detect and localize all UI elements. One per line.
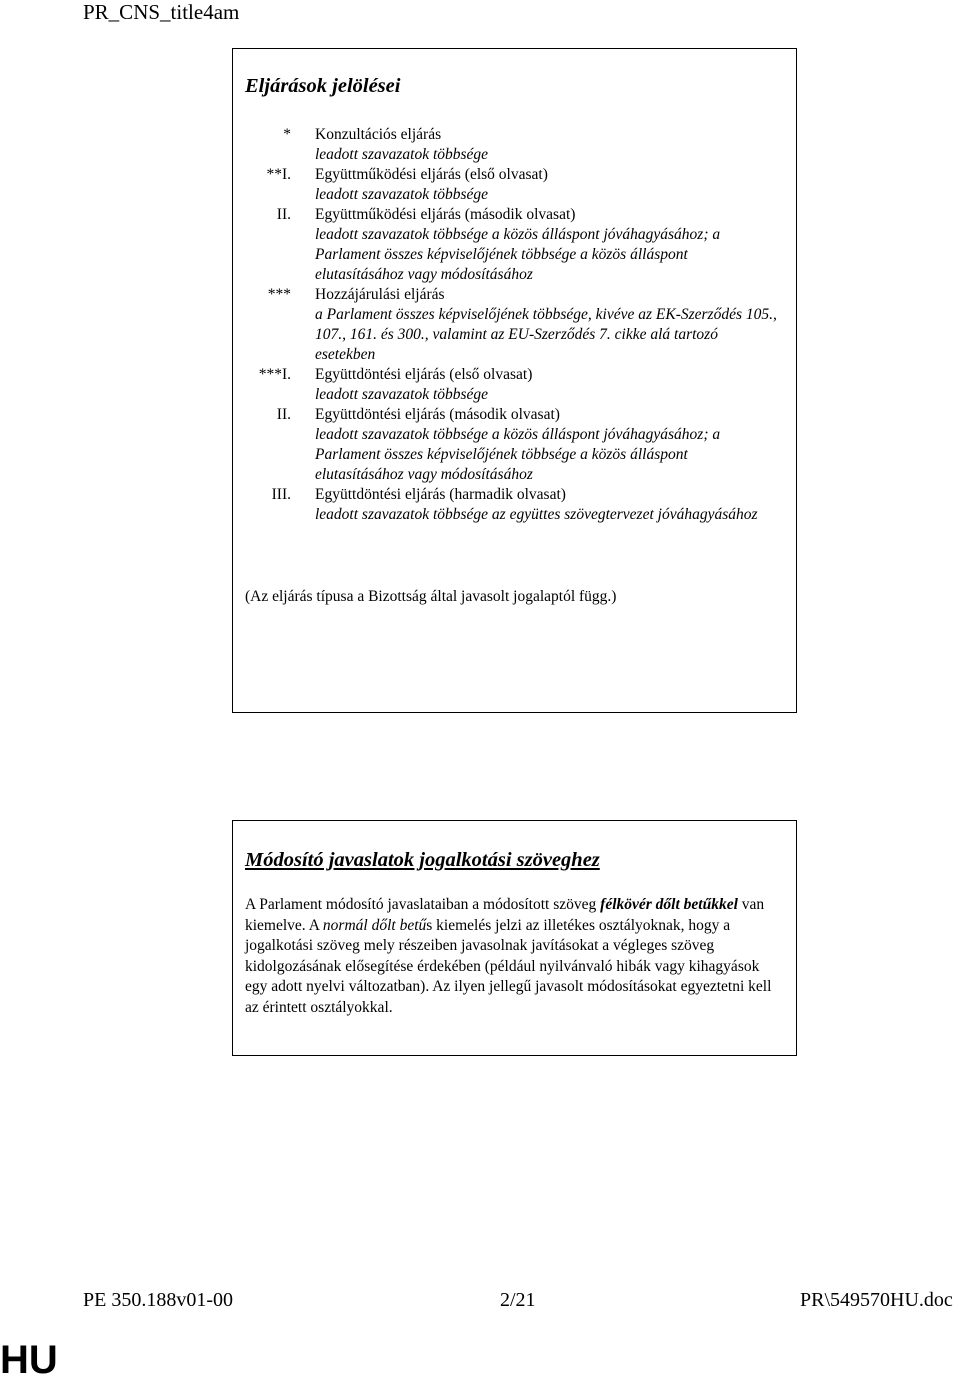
procedure-name: Együttműködési eljárás (második olvasat) bbox=[315, 206, 576, 223]
procedure-majority-rule: a Parlament összes képviselőjének többsége, kivéve az EK-Szerződés 105., 107., 161. és 300., valamint az EU-Szerződés 7. cikke alá tartozó esetekben bbox=[315, 306, 777, 363]
procedure-marker: ***I. bbox=[258, 366, 291, 383]
procedure-entry bbox=[233, 285, 796, 365]
procedure-marker: III. bbox=[271, 486, 291, 503]
procedure-entry bbox=[233, 485, 796, 525]
procedure-name: Együttműködési eljárás (első olvasat) bbox=[315, 166, 548, 183]
procedure-majority-rule: leadott szavazatok többsége bbox=[315, 146, 489, 163]
procedure-entry bbox=[233, 125, 796, 165]
procedure-marker: *** bbox=[267, 286, 291, 303]
procedure-body bbox=[315, 165, 780, 205]
procedure-marker: **I. bbox=[266, 166, 291, 183]
amendments-notice-paragraph bbox=[245, 895, 785, 1018]
procedure-marker: * bbox=[283, 126, 291, 143]
procedure-entry bbox=[233, 205, 796, 285]
procedure-type-note: (Az eljárás típusa a Bizottság által javasolt jogalaptól függ.) bbox=[245, 588, 617, 605]
procedure-body bbox=[315, 485, 780, 525]
procedure-majority-rule: leadott szavazatok többsége bbox=[315, 386, 489, 403]
procedure-majority-rule: leadott szavazatok többsége az együttes szövegtervezet jóváhagyásához bbox=[315, 506, 758, 523]
footer-document-number: PE 350.188v01-00 bbox=[83, 1289, 233, 1311]
bold-italic-example: félkövér dőlt betűkkel bbox=[600, 896, 738, 913]
procedure-majority-rule: leadott szavazatok többsége a közös álláspont jóváhagyásához; a Parlament összes képviselőjének többsége a közös álláspont elutasításához vagy módosításához bbox=[315, 226, 721, 283]
procedure-body bbox=[315, 285, 780, 365]
procedures-legend-box bbox=[232, 48, 797, 713]
paragraph-text: van kiemelve. A bbox=[245, 896, 765, 934]
italic-example: normál dőlt betű bbox=[322, 916, 427, 934]
amendments-notice-box bbox=[232, 820, 797, 1056]
procedures-legend-title: Eljárások jelölései bbox=[245, 75, 401, 97]
procedure-body bbox=[315, 365, 780, 405]
language-code: HU bbox=[0, 1338, 58, 1382]
procedure-majority-rule: leadott szavazatok többsége bbox=[315, 186, 489, 203]
procedure-body bbox=[315, 405, 780, 485]
footer-page-number: 2/21 bbox=[500, 1289, 536, 1311]
document-header-title: PR_CNS_title4am bbox=[83, 0, 240, 24]
procedure-body bbox=[315, 125, 780, 165]
procedure-marker: II. bbox=[276, 206, 291, 223]
procedure-list bbox=[233, 125, 796, 525]
paragraph-text: A Parlament módosító javaslataiban a módosított szöveg bbox=[245, 896, 601, 913]
procedure-majority-rule: leadott szavazatok többsége a közös álláspont jóváhagyásához; a Parlament összes képviselőjének többsége a közös álláspont elutasításához vagy módosításához bbox=[315, 426, 721, 483]
procedure-entry bbox=[233, 405, 796, 485]
procedure-name: Együttdöntési eljárás (első olvasat) bbox=[315, 366, 533, 383]
procedure-name: Konzultációs eljárás bbox=[315, 126, 442, 143]
procedure-entry bbox=[233, 165, 796, 205]
paragraph-text: s kiemelés jelzi az illetékes osztályoknak, hogy a jogalkotási szöveg mely részeiben javasolnak javításokat a végleges szöveg kidolgozásának elősegítése érdekében (például nyilvánvaló hibák vagy kihagyások egy adott nyelvi változatban). Az ilyen jellegű javasolt módosításokat egyeztetni kell az érintett osztályokkal. bbox=[245, 916, 772, 1016]
procedure-marker: II. bbox=[276, 406, 291, 423]
procedure-name: Együttdöntési eljárás (második olvasat) bbox=[315, 406, 560, 423]
procedure-name: Együttdöntési eljárás (harmadik olvasat) bbox=[315, 486, 566, 503]
amendments-notice-title: Módosító javaslatok jogalkotási szöveghez bbox=[245, 849, 600, 871]
procedure-entry bbox=[233, 365, 796, 405]
footer-file-reference: PR\549570HU.doc bbox=[800, 1289, 953, 1311]
procedure-body bbox=[315, 205, 780, 285]
procedure-name: Hozzájárulási eljárás bbox=[315, 286, 445, 303]
